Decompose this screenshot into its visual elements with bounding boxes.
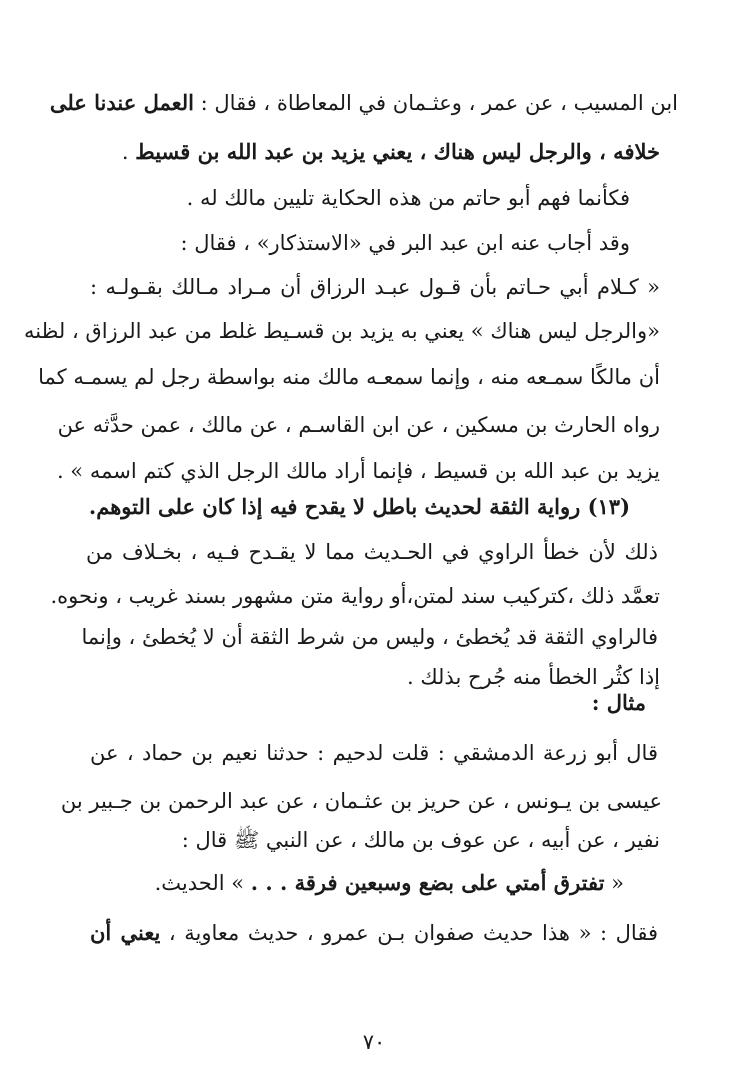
text-line: فكأنما فهم أبو حاتم من هذه الحكاية تليين مالك له . bbox=[186, 186, 630, 210]
quote-line: رواه الحارث بن مسكين ، عن ابن القاسـم ، عن مالك ، عمن حدَّثه عن bbox=[57, 413, 660, 437]
text-line: وقد أجاب عنه ابن عبد البر في «الاستذكار» ، فقال : bbox=[180, 231, 630, 255]
page-number: ٧٠ bbox=[362, 1030, 386, 1054]
quote-line: « كـلام أبي حـاتم بأن قـول عبـد الرزاق أن مـراد مـالك بقـولـه : bbox=[90, 275, 660, 299]
text-line: فالراوي الثقة قد يُخطئ ، وليس من شرط الثقة أن لا يُخطئ ، وإنما bbox=[81, 625, 658, 649]
text-line: فقال : « هذا حديث صفوان بـن عمرو ، حديث معاوية ، يعني أن bbox=[90, 920, 658, 945]
text-line: نفير ، عن أبيه ، عن عوف بن مالك ، عن النبي ﷺ قال : bbox=[181, 828, 660, 852]
section-heading: (١٣) رواية الثقة لحديث باطل لا يقدح فيه إذا كان على التوهم. bbox=[88, 494, 630, 519]
quote-line: يزيد بن عبد الله بن قسيط ، فإنما أراد مالك الرجل الذي كتم اسمه » . bbox=[56, 459, 660, 483]
text-line: ذلك لأن خطأ الراوي في الحـديث مما لا يقـدح فـيه ، بخـلاف من bbox=[86, 540, 658, 564]
text-line: خلافه ، والرجل ليس هناك ، يعني يزيد بن عبد الله بن قسيط . bbox=[121, 139, 660, 164]
quote-line: «والرجل ليس هناك » يعني به يزيد بن قسـيط غلط من عبد الرزاق ، لظنه bbox=[24, 319, 660, 343]
quote-line: أن مالكًا سمـعه منه ، وإنما سمعـه مالك منه بواسطة رجل لم يسمـه كما bbox=[38, 365, 660, 389]
text-line: عيسى بن يـونس ، عن حريز بن عثـمان ، عن عبد الرحمن بن جـبير بن bbox=[60, 789, 662, 813]
text-line: ابن المسيب ، عن عمر ، وعثـمان في المعاطاة ، فقال : العمل عندنا على bbox=[49, 90, 678, 115]
text-line: قال أبو زرعة الدمشقي : قلت لدحيم : حدثنا نعيم بن حماد ، عن bbox=[90, 741, 658, 765]
text-line: تعمَّد ذلك ،كتركيب سند لمتن،أو رواية متن مشهور بسند غريب ، ونحوه. bbox=[50, 584, 660, 608]
hadith-line: « تفترق أمتي على بضع وسبعين فرقة . . . » الحديث. bbox=[154, 870, 624, 895]
text-line: إذا كثُر الخطأ منه جُرح بذلك . bbox=[406, 665, 660, 689]
example-heading: مثال : bbox=[591, 690, 646, 715]
